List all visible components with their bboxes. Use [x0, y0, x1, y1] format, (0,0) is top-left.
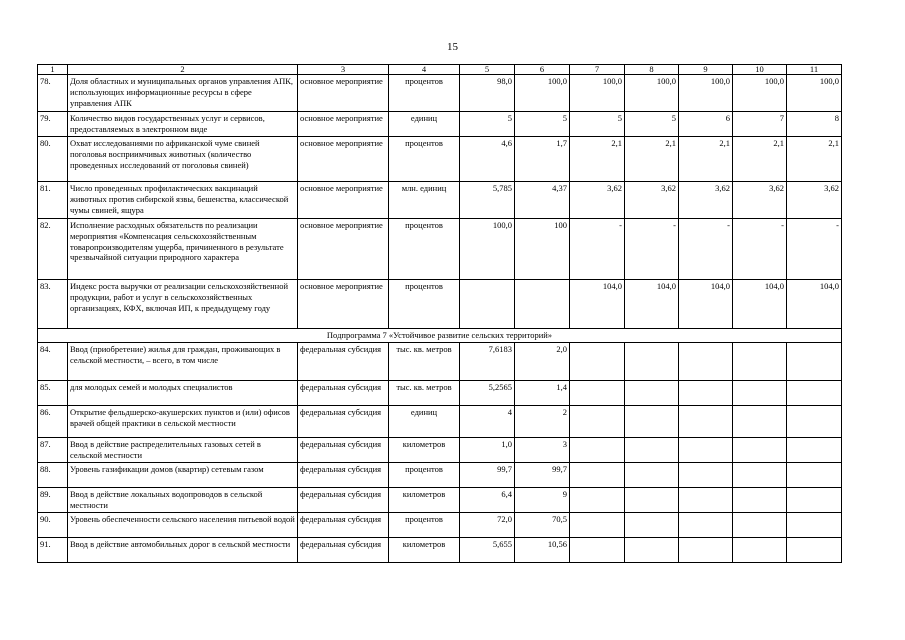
- value-cell: [625, 513, 679, 538]
- value-cell: 10,56: [515, 538, 570, 563]
- value-cell: [570, 343, 625, 381]
- indicator-name: Количество видов государственных услуг и сервисов, предоставляемых в электронном виде: [68, 112, 298, 137]
- value-cell: [733, 513, 787, 538]
- measure-type: федеральная субсидия: [298, 406, 389, 438]
- row-number: 91.: [38, 538, 68, 563]
- unit-cell: процентов: [389, 513, 460, 538]
- measure-type: основное мероприятие: [298, 219, 389, 280]
- value-cell: 99,7: [460, 463, 515, 488]
- value-cell: [787, 463, 842, 488]
- table-row: [38, 280, 842, 329]
- column-header: 11: [787, 65, 842, 75]
- table-row: [38, 463, 842, 488]
- value-cell: 5,2565: [460, 381, 515, 406]
- value-cell: [733, 406, 787, 438]
- value-cell: 5: [570, 112, 625, 137]
- value-cell: 2,1: [625, 137, 679, 182]
- subprogram-title: Подпрограмма 7 «Устойчивое развитие сельских территорий»: [38, 329, 842, 343]
- value-cell: [733, 381, 787, 406]
- table-row: [38, 406, 842, 438]
- value-cell: 104,0: [625, 280, 679, 329]
- column-header: 9: [679, 65, 733, 75]
- unit-cell: километров: [389, 538, 460, 563]
- value-cell: 2: [515, 406, 570, 438]
- value-cell: [570, 463, 625, 488]
- value-cell: 104,0: [570, 280, 625, 329]
- value-cell: [679, 488, 733, 513]
- row-number: 78.: [38, 75, 68, 112]
- column-header: 6: [515, 65, 570, 75]
- unit-cell: процентов: [389, 280, 460, 329]
- value-cell: 2,1: [570, 137, 625, 182]
- value-cell: 3,62: [625, 182, 679, 219]
- value-cell: [679, 438, 733, 463]
- value-cell: -: [625, 219, 679, 280]
- indicator-name: Ввод в действие автомобильных дорог в сельской местности: [68, 538, 298, 563]
- value-cell: [787, 538, 842, 563]
- value-cell: 3,62: [679, 182, 733, 219]
- row-number: 84.: [38, 343, 68, 381]
- value-cell: -: [787, 219, 842, 280]
- value-cell: -: [570, 219, 625, 280]
- column-header: 10: [733, 65, 787, 75]
- indicator-name: Число проведенных профилактических вакцинаций животных против сибирской язвы, бешенства, классической чумы свиней, ящура: [68, 182, 298, 219]
- value-cell: [733, 463, 787, 488]
- table-row: [38, 75, 842, 112]
- value-cell: 100,0: [625, 75, 679, 112]
- unit-cell: процентов: [389, 75, 460, 112]
- value-cell: [733, 488, 787, 513]
- indicator-name: Уровень газификации домов (квартир) сетевым газом: [68, 463, 298, 488]
- value-cell: [625, 488, 679, 513]
- value-cell: [625, 463, 679, 488]
- unit-cell: процентов: [389, 137, 460, 182]
- value-cell: [625, 406, 679, 438]
- unit-cell: километров: [389, 488, 460, 513]
- value-cell: [733, 343, 787, 381]
- indicator-name: Исполнение расходных обязательств по реализации мероприятия «Компенсация сельскохозяйственным товаропроизводителям ущерба, причиненного в результате чрезвычайной ситуации природного характера: [68, 219, 298, 280]
- value-cell: [570, 538, 625, 563]
- indicator-name: Уровень обеспеченности сельского населения питьевой водой: [68, 513, 298, 538]
- value-cell: [570, 513, 625, 538]
- value-cell: 100,0: [733, 75, 787, 112]
- value-cell: 5: [460, 112, 515, 137]
- row-number: 85.: [38, 381, 68, 406]
- value-cell: 2,1: [787, 137, 842, 182]
- row-number: 79.: [38, 112, 68, 137]
- row-number: 89.: [38, 488, 68, 513]
- indicators-table: [37, 64, 842, 563]
- value-cell: 4,37: [515, 182, 570, 219]
- row-number: 81.: [38, 182, 68, 219]
- value-cell: 9: [515, 488, 570, 513]
- row-number: 82.: [38, 219, 68, 280]
- table-row: [38, 438, 842, 463]
- row-number: 87.: [38, 438, 68, 463]
- value-cell: [460, 280, 515, 329]
- unit-cell: единиц: [389, 406, 460, 438]
- value-cell: -: [733, 219, 787, 280]
- value-cell: 1,7: [515, 137, 570, 182]
- unit-cell: тыс. кв. метров: [389, 381, 460, 406]
- value-cell: [787, 513, 842, 538]
- unit-cell: млн. единиц: [389, 182, 460, 219]
- value-cell: 70,5: [515, 513, 570, 538]
- table-row: [38, 112, 842, 137]
- value-cell: [733, 538, 787, 563]
- column-header: 3: [298, 65, 389, 75]
- column-header: 1: [38, 65, 68, 75]
- value-cell: [733, 438, 787, 463]
- value-cell: 8: [787, 112, 842, 137]
- table-row: [38, 513, 842, 538]
- value-cell: 3: [515, 438, 570, 463]
- value-cell: 5,785: [460, 182, 515, 219]
- value-cell: 5: [625, 112, 679, 137]
- measure-type: основное мероприятие: [298, 75, 389, 112]
- table-row: [38, 137, 842, 182]
- value-cell: 99,7: [515, 463, 570, 488]
- value-cell: 100,0: [570, 75, 625, 112]
- value-cell: [679, 381, 733, 406]
- measure-type: федеральная субсидия: [298, 438, 389, 463]
- indicator-name: для молодых семей и молодых специалистов: [68, 381, 298, 406]
- value-cell: [679, 538, 733, 563]
- column-header: 8: [625, 65, 679, 75]
- value-cell: 4,6: [460, 137, 515, 182]
- value-cell: 6: [679, 112, 733, 137]
- value-cell: [625, 381, 679, 406]
- measure-type: федеральная субсидия: [298, 381, 389, 406]
- measure-type: федеральная субсидия: [298, 463, 389, 488]
- value-cell: [679, 513, 733, 538]
- measure-type: основное мероприятие: [298, 137, 389, 182]
- value-cell: 2,1: [679, 137, 733, 182]
- unit-cell: единиц: [389, 112, 460, 137]
- row-number: 88.: [38, 463, 68, 488]
- value-cell: 5: [515, 112, 570, 137]
- row-number: 90.: [38, 513, 68, 538]
- page-number: 15: [447, 41, 458, 53]
- row-number: 83.: [38, 280, 68, 329]
- value-cell: [570, 488, 625, 513]
- row-number: 80.: [38, 137, 68, 182]
- value-cell: [787, 343, 842, 381]
- measure-type: основное мероприятие: [298, 182, 389, 219]
- value-cell: [679, 406, 733, 438]
- row-number: 86.: [38, 406, 68, 438]
- value-cell: 2,1: [733, 137, 787, 182]
- measure-type: федеральная субсидия: [298, 488, 389, 513]
- value-cell: [787, 381, 842, 406]
- value-cell: [625, 343, 679, 381]
- measure-type: основное мероприятие: [298, 112, 389, 137]
- value-cell: [787, 438, 842, 463]
- value-cell: 2,0: [515, 343, 570, 381]
- value-cell: [515, 280, 570, 329]
- value-cell: [625, 538, 679, 563]
- value-cell: 7,6183: [460, 343, 515, 381]
- value-cell: 100,0: [787, 75, 842, 112]
- value-cell: [679, 343, 733, 381]
- indicator-name: Доля областных и муниципальных органов управления АПК, использующих информационные ресурсы в сфере управления АПК: [68, 75, 298, 112]
- measure-type: федеральная субсидия: [298, 513, 389, 538]
- measure-type: основное мероприятие: [298, 280, 389, 329]
- value-cell: 100,0: [515, 75, 570, 112]
- table-row: [38, 381, 842, 406]
- value-cell: 3,62: [733, 182, 787, 219]
- table-row: [38, 219, 842, 280]
- indicator-name: Ввод (приобретение) жилья для граждан, проживающих в сельской местности, – всего, в том числе: [68, 343, 298, 381]
- value-cell: 1,4: [515, 381, 570, 406]
- unit-cell: километров: [389, 438, 460, 463]
- value-cell: [787, 488, 842, 513]
- value-cell: 1,0: [460, 438, 515, 463]
- unit-cell: процентов: [389, 463, 460, 488]
- column-header: 5: [460, 65, 515, 75]
- value-cell: [570, 381, 625, 406]
- value-cell: 104,0: [733, 280, 787, 329]
- value-cell: 104,0: [679, 280, 733, 329]
- value-cell: 7: [733, 112, 787, 137]
- value-cell: 4: [460, 406, 515, 438]
- column-header: 7: [570, 65, 625, 75]
- unit-cell: процентов: [389, 219, 460, 280]
- value-cell: 104,0: [787, 280, 842, 329]
- value-cell: 6,4: [460, 488, 515, 513]
- value-cell: [787, 406, 842, 438]
- table-body: [38, 65, 842, 563]
- measure-type: федеральная субсидия: [298, 538, 389, 563]
- unit-cell: тыс. кв. метров: [389, 343, 460, 381]
- indicator-name: Охват исследованиями по африканской чуме свиней поголовья восприимчивых животных (количество проведенных исследований от поголовья свиней): [68, 137, 298, 182]
- value-cell: 100: [515, 219, 570, 280]
- indicator-name: Ввод в действие локальных водопроводов в сельской местности: [68, 488, 298, 513]
- indicator-name: Индекс роста выручки от реализации сельскохозяйственной продукции, работ и услуг в сельскохозяйственных организациях, КФХ, включая ИП, к предыдущему году: [68, 280, 298, 329]
- indicator-name: Открытие фельдшерско-акушерских пунктов и (или) офисов врачей общей практики в сельской местности: [68, 406, 298, 438]
- value-cell: [625, 438, 679, 463]
- value-cell: [570, 438, 625, 463]
- value-cell: [570, 406, 625, 438]
- column-header: 2: [68, 65, 298, 75]
- value-cell: 72,0: [460, 513, 515, 538]
- value-cell: 100,0: [679, 75, 733, 112]
- value-cell: 5,655: [460, 538, 515, 563]
- measure-type: федеральная субсидия: [298, 343, 389, 381]
- table-row: [38, 343, 842, 381]
- value-cell: [679, 463, 733, 488]
- value-cell: -: [679, 219, 733, 280]
- value-cell: 3,62: [787, 182, 842, 219]
- table-row: [38, 538, 842, 563]
- column-header: 4: [389, 65, 460, 75]
- indicator-name: Ввод в действие распределительных газовых сетей в сельской местности: [68, 438, 298, 463]
- value-cell: 100,0: [460, 219, 515, 280]
- value-cell: 98,0: [460, 75, 515, 112]
- value-cell: 3,62: [570, 182, 625, 219]
- table-row: [38, 182, 842, 219]
- column-number-row: [38, 65, 842, 75]
- table-row: [38, 488, 842, 513]
- subprogram-row: [38, 329, 842, 343]
